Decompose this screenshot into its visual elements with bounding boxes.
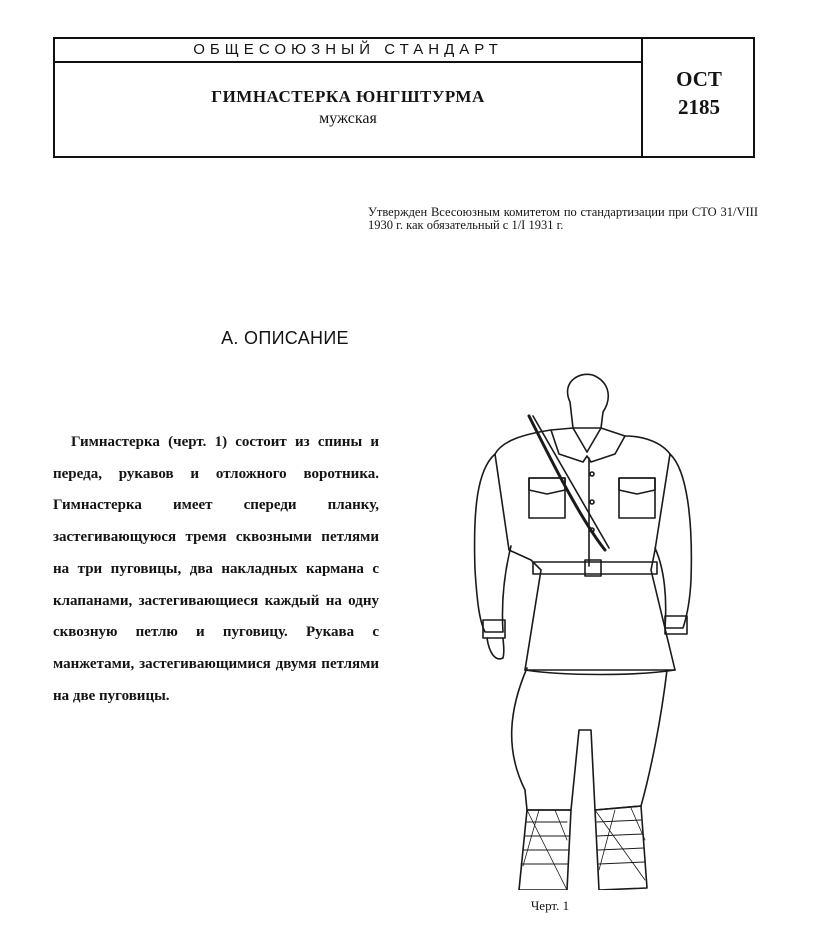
right-pocket-flap bbox=[619, 478, 655, 494]
left-pocket bbox=[529, 478, 565, 518]
header-band: ОБЩЕСОЮЗНЫЙ СТАНДАРТ bbox=[55, 39, 641, 63]
standard-code-label: ОСТ bbox=[676, 67, 722, 91]
standard-header bbox=[53, 37, 755, 158]
left-pocket-flap bbox=[529, 478, 565, 494]
collar bbox=[551, 428, 625, 462]
section-title: А. ОПИСАНИЕ bbox=[221, 328, 349, 348]
standard-code bbox=[645, 65, 753, 121]
button bbox=[590, 500, 594, 504]
right-sleeve bbox=[655, 454, 691, 628]
figure-caption: Черт. 1 bbox=[530, 898, 570, 913]
document-subtitle: мужская bbox=[319, 110, 377, 127]
left-cuff bbox=[483, 620, 505, 638]
approval-note: Утвержден Всесоюзным комитетом по стандартизации при СТО 31/VIII 1930 г. как обязательный с 1/I 1931 г. bbox=[368, 205, 758, 232]
document-title: ГИМНАСТЕРКА ЮНГШТУРМА bbox=[211, 87, 485, 106]
shirt-body bbox=[495, 430, 675, 670]
mannequin-head bbox=[568, 374, 609, 428]
header-divider bbox=[641, 39, 643, 156]
belt bbox=[533, 562, 657, 574]
description-text: Гимнастерка (черт. 1) состоит из спины и переда, рукавов и отложного воротника. Гимнастерка имеет спереди планку, застегивающуюся тремя сквозными петлями на три пуговицы, два накладных кармана с клапанами, застегивающиеся каждый на одну сквозную петлю и пуговицу. Рукава с манжетами, застегивающимися двумя петлями на две пуговицы. bbox=[53, 434, 379, 704]
right-pocket bbox=[619, 478, 655, 518]
button bbox=[590, 472, 594, 476]
garment-illustration bbox=[455, 370, 700, 890]
left-hand bbox=[487, 638, 504, 659]
trousers bbox=[512, 668, 667, 810]
left-sleeve bbox=[475, 454, 511, 632]
standard-code-number: 2185 bbox=[678, 95, 720, 119]
